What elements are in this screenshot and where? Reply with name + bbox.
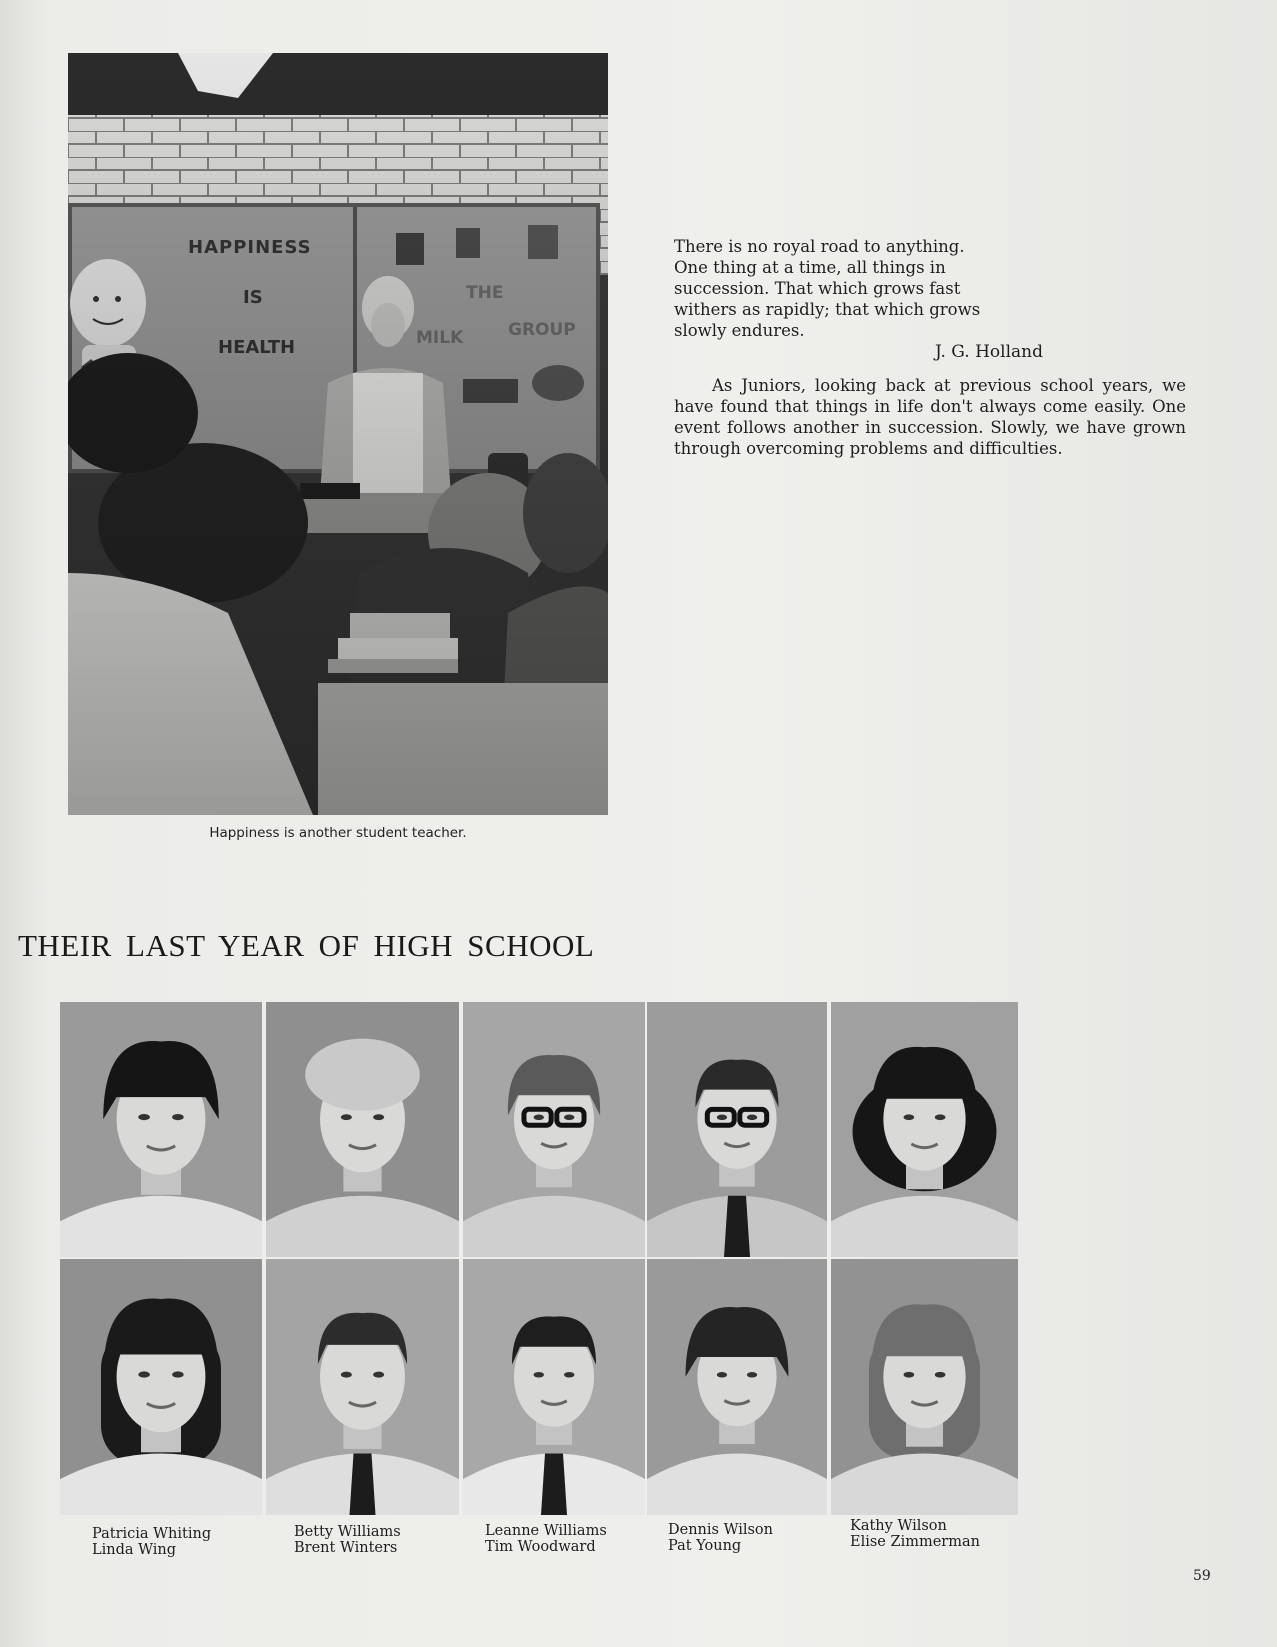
photo-caption: Happiness is another student teacher. [209, 825, 467, 841]
student-name: Tim Woodward [485, 1539, 596, 1555]
student-name: Leanne Williams [485, 1523, 607, 1539]
student-portrait [60, 1259, 262, 1515]
section-heading: THEIR LAST YEAR OF HIGH SCHOOL [18, 928, 595, 963]
quote-line: There is no royal road to anything. [674, 237, 965, 256]
student-portrait [647, 1259, 827, 1515]
student-portrait [831, 1259, 1018, 1515]
quote-line: withers as rapidly; that which grows [674, 300, 981, 319]
student-name: Pat Young [668, 1538, 742, 1554]
quote-line: slowly endures. [674, 321, 805, 340]
student-name: Linda Wing [92, 1542, 177, 1558]
student-portrait [831, 1002, 1018, 1257]
name-caption [92, 1526, 211, 1558]
student-portrait [647, 1002, 827, 1257]
name-caption [850, 1518, 980, 1550]
student-portrait [463, 1002, 645, 1257]
student-portrait [60, 1002, 262, 1257]
quote [674, 236, 1004, 341]
intro-paragraph: As Juniors, looking back at previous school years, we have found that things in life don't always come easily. One event follows another in succession. Slowly, we have grown through overcoming problems and difficulties. [674, 376, 1186, 458]
student-name: Brent Winters [294, 1540, 398, 1556]
classroom-photo [68, 53, 608, 815]
name-caption [668, 1522, 773, 1554]
student-name: Patricia Whiting [92, 1526, 212, 1542]
quote-author: J. G. Holland [935, 342, 1043, 362]
student-portrait [463, 1259, 645, 1515]
student-name: Kathy Wilson [850, 1518, 947, 1534]
student-portrait [266, 1002, 459, 1257]
name-caption [485, 1523, 607, 1555]
student-name: Betty Williams [294, 1524, 401, 1540]
student-name: Dennis Wilson [668, 1522, 774, 1538]
quote-line: One thing at a time, all things in [674, 258, 946, 277]
quote-line: succession. That which grows fast [674, 279, 961, 298]
page-number: 59 [1193, 1568, 1211, 1584]
student-portrait [266, 1259, 459, 1515]
student-name: Elise Zimmerman [850, 1534, 980, 1550]
name-caption [294, 1524, 401, 1556]
